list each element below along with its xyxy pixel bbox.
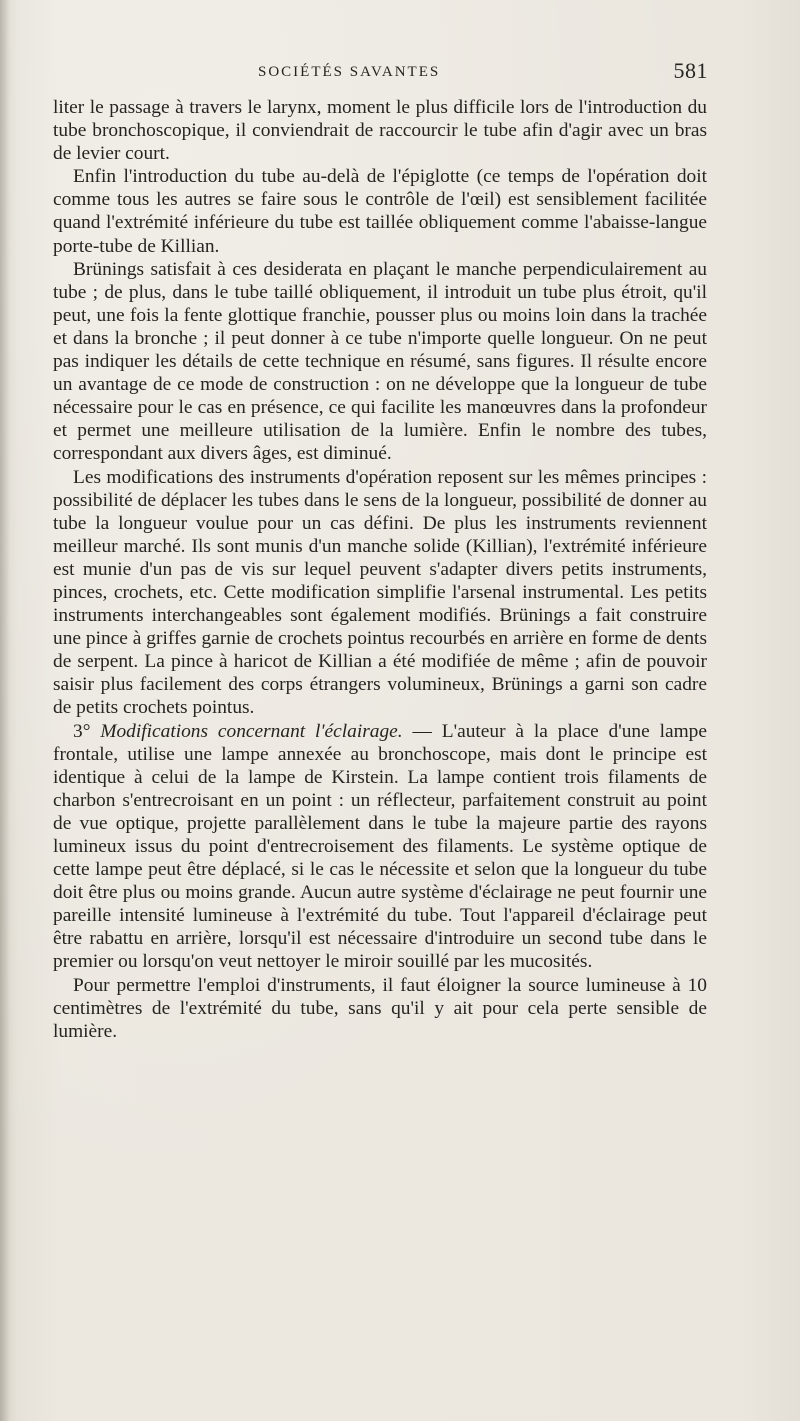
- section-number: 3°: [73, 720, 91, 742]
- section-text: — L'auteur à la place d'une lampe frontale, utilise une lampe annexée au bronchoscope, mais dont le principe est identique à celui de la lampe de Kirstein. La lampe contient trois filaments de charbon s'entrecroisant en un point : un réflecteur, parfaitement construit au point de vue optique, projette parallèlement dans le tube la majeure partie des rayons lumineux issus du point d'entrecroisement des filaments. Le système optique de cette lampe peut être déplacé, si le cas le nécessite et selon que la longueur du tube doit être plus ou moins grande. Aucun autre système d'éclairage ne peut fournir une pareille intensité lumineuse à l'extrémité du tube. Tout l'appareil d'éclairage peut être rabattu en arrière, lorsqu'il est nécessaire d'introduire un second tube dans le premier ou lorsqu'on veut nettoyer le miroir souillé par les mucosités.: [53, 720, 707, 973]
- running-title: SOCIÉTÉS SAVANTES: [258, 64, 441, 80]
- page-gutter-shadow: [0, 0, 10, 1421]
- paragraph-brunings-handle: Brünings satisfait à ces desiderata en plaçant le manche perpendiculairement au tube ; de plus, dans le tube taillé obliquement, il introduit un tube plus étroit, qu'il peut, une fois la fente glottique franchie, pousser plus ou moins loin dans la trachée et dans la bronche ; il peut donner à ce tube n'importe quelle longueur. On ne peut pas indiquer les détails de cette technique en résumé, sans figures. Il résulte encore un avantage de ce mode de construction : on ne développe que la longueur de tube nécessaire pour le cas en présence, ce qui facilite les manœuvres dans la profondeur et permet une meilleure utilisation de la lumière. Enfin le nombre des tubes, correspondant aux divers âges, est diminué.: [53, 258, 707, 465]
- page-number: 581: [673, 58, 708, 83]
- section-title: Modifications concernant l'éclairage.: [100, 720, 403, 742]
- paragraph-closing: Pour permettre l'emploi d'instruments, il faut éloigner la source lumineuse à 10 centimètres de l'extrémité du tube, sans qu'il y ait pour cela perte sensible de lumière.: [53, 974, 707, 1042]
- body-text: [53, 96, 707, 1043]
- paragraph-lighting-section: [53, 720, 707, 974]
- paragraph-continuation: liter le passage à travers le larynx, moment le plus difficile lors de l'introduction du tube bronchoscopique, il conviendrait de raccourcir le tube afin d'agir avec un bras de levier court.: [53, 97, 707, 165]
- paragraph-instrument-modifications: Les modifications des instruments d'opération reposent sur les mêmes principes : possibilité de déplacer les tubes dans le sens de la longueur, possibilité de donner au tube la longueur voulue pour un cas défini. De plus les instruments reviennent meilleur marché. Ils sont munis d'un manche solide (Killian), l'extrémité inférieure est munie d'un pas de vis sur lequel peuvent s'adapter divers petits instruments, pinces, crochets, etc. Cette modification simplifie l'arsenal instrumental. Les petits instruments interchangeables sont également modifiés. Brünings a fait construire une pince à griffes garnie de crochets pointus recourbés en arrière en forme de dents de serpent. La pince à haricot de Killian a été modifiée de même ; afin de pouvoir saisir plus facilement des corps étrangers volumineux, Brünings a garni son cadre de petits crochets pointus.: [53, 466, 707, 719]
- running-header: [258, 58, 708, 88]
- paragraph-epiglottis: Enfin l'introduction du tube au-delà de l'épiglotte (ce temps de l'opération doit comme tous les autres se faire sous le contrôle de l'œil) est sensiblement facilitée quand l'extrémité inférieure du tube est taillée obliquement comme l'abaisse-langue porte-tube de Killian.: [53, 166, 707, 257]
